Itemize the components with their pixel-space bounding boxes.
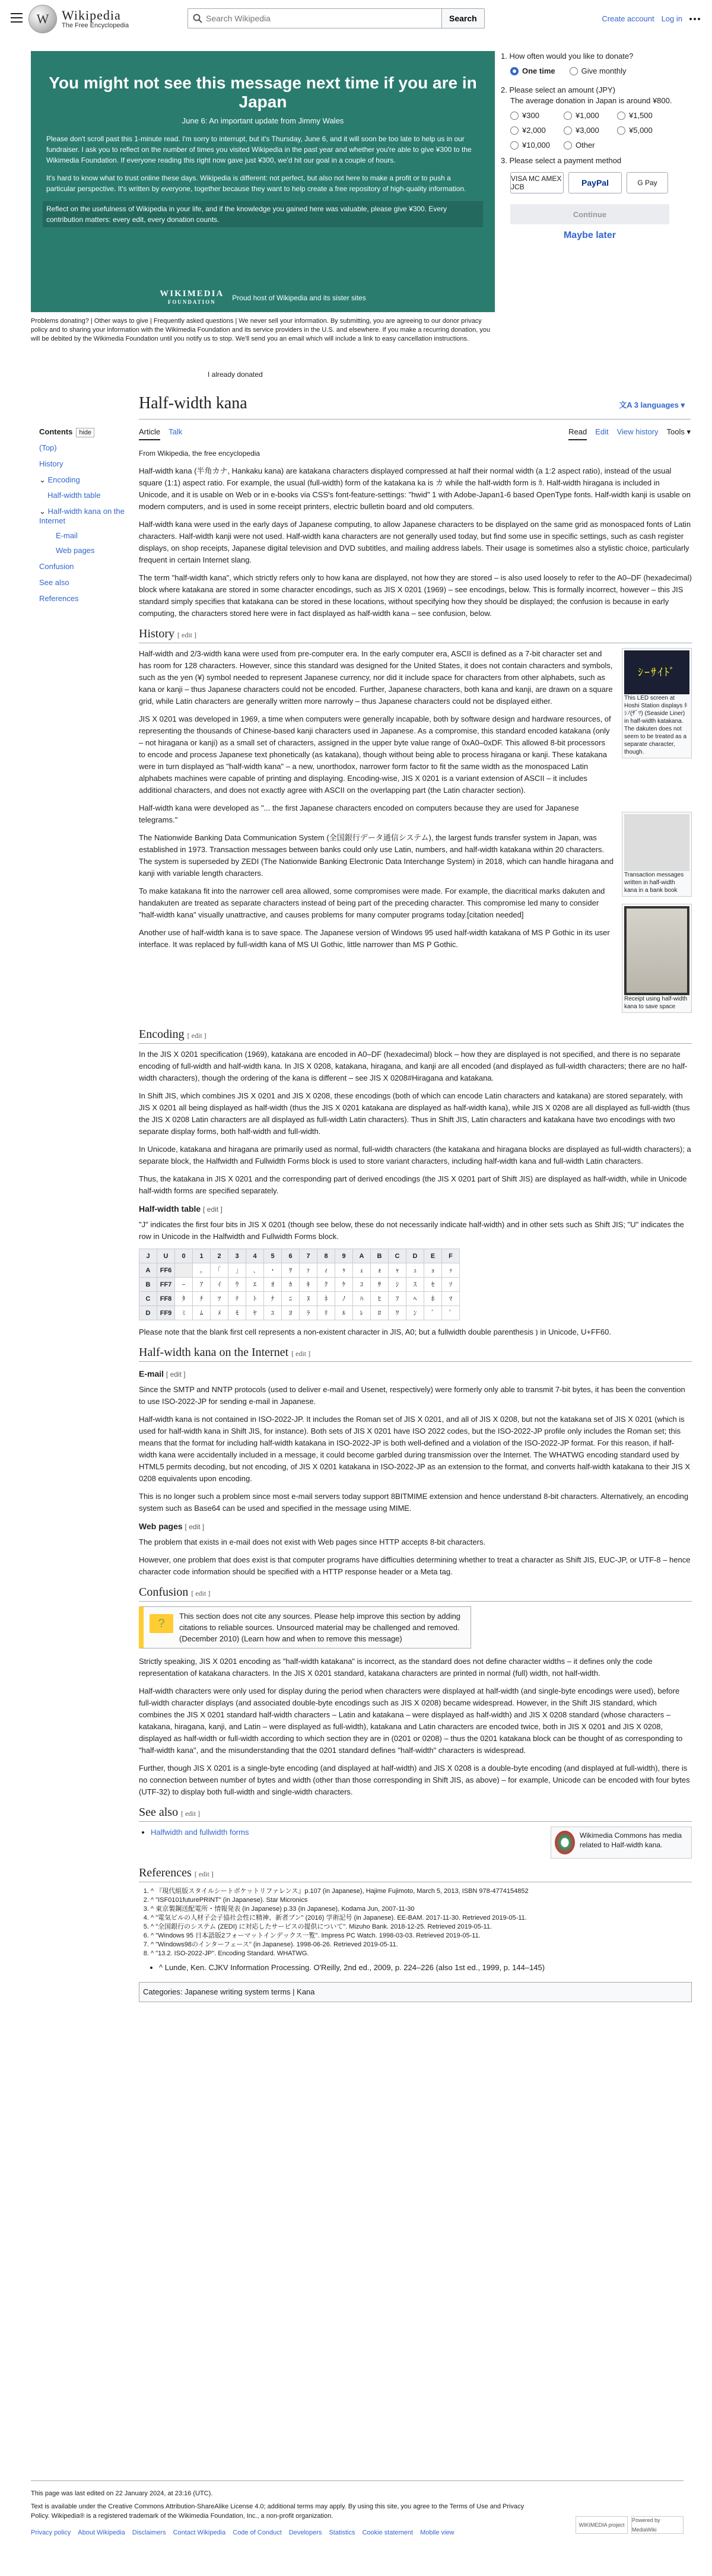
toc-item[interactable]: References — [39, 594, 79, 603]
tab-talk[interactable]: Talk — [169, 427, 183, 436]
fundraising-banner — [31, 51, 682, 312]
toc-item[interactable]: Confusion — [39, 562, 74, 571]
reference-item: 8. ^ "13.2. ISO-2022-JP". Encoding Standard. WHATWG. — [151, 1949, 692, 1958]
footer-link[interactable]: Privacy policy — [31, 2529, 71, 2536]
wordmark: Wikipedia — [62, 8, 121, 23]
paragraph: Thus, the katakana in JIS X 0201 and the corresponding part of derived encodings (the JIS X 0201 part of Shift JIS) are displayed as half-width, while in Unicode half-width forms are specified separately. — [139, 1174, 687, 1195]
unsourced-warning-box: ? This section does not cite any sources. Please help improve this section by adding citations to reliable sources. Unsourced material may be challenged and removed. (December 2010) (Learn how and when to remove this message) — [139, 1606, 471, 1648]
edit-section-link[interactable]: [ edit ] — [203, 1205, 223, 1214]
page-tabs — [139, 423, 691, 441]
see-also-link[interactable]: Halfwidth and fullwidth forms — [151, 1828, 249, 1837]
heading-references: References [ edit ] — [139, 1867, 692, 1882]
toc-item[interactable]: ⌄ Encoding — [39, 475, 80, 484]
toc-subitem[interactable]: Web pages — [56, 546, 95, 555]
card-payment-button[interactable]: VISA MC AMEX JCB — [510, 172, 564, 193]
appeal-footer — [31, 290, 495, 306]
edit-section-link[interactable]: [ edit ] — [194, 1870, 214, 1878]
paragraph: However, one problem that does exist is that computer programs have difficulties determining whether to treat a character as Shift JIS, EUC-JP, or UTF-8 – hence character code information should be specified with a HTTP response header or a Meta tag. — [139, 1555, 691, 1576]
reference-item: 2. ^ "ISF0101futurePRINT" (in Japanese). Star Micronics — [151, 1896, 692, 1905]
radio-selected-icon — [510, 67, 519, 75]
paragraph: Strictly speaking, JIS X 0201 encoding as "half-width katakana" is incorrect, as the standard does not define character widths – it defines only the code representation of katakana characters. In the JIS X 0201 standard, katakana characters are printed in normal (full) width, not half-width. — [139, 1657, 653, 1678]
tab-read[interactable]: Read — [568, 427, 587, 440]
toc-subitem[interactable]: Half-width table — [47, 491, 101, 500]
site-header — [0, 0, 712, 38]
toc-item[interactable]: (Top) — [39, 443, 57, 452]
heading-see-also: See also [ edit ] — [139, 1806, 692, 1822]
heading-half-width-table: Half-width table [ edit ] — [139, 1204, 223, 1214]
donation-fine-print: Problems donating? | Other ways to give | Frequently asked questions | We never sell your information. By submitting, you are agreeing to our donor privacy policy and to sharing your information with the Wikimedia Foundation and its service providers in the U.S. and elsewhere. If you make a recurring donation, you will be debited by the Wikimedia Foundation until you notify us to stop. We'll send you an email which will include a link to easy cancellation instructions. — [31, 317, 491, 342]
paragraph: Half-width kana (半角カナ, Hankaku kana) are katakana characters displayed compressed at half their normal width (a 1:2 aspect ratio), instead of the usual square (1:1) aspect ratio. For example, the usual (full-width) form of the katakana ka is カ while the half-width form is ｶ. Half-width hiragana is included in Unicode, and it is usable on Web or in e-books via CSS's font-feature-settings: "hwid" 1 with Adobe-Japan1-6 based OpenType fonts. Half-width kanji is usable on modern computers, and is used in some receipt printers, electric bulletin board and old computers. — [139, 466, 691, 511]
tab-view-history[interactable]: View history — [616, 427, 659, 436]
license-text: Text is available under the Creative Commons Attribution-ShareAlike License 4.0; additional terms may apply. By using this site, you agree to the Terms of Use and Privacy Policy. Wikipedia® is a registered trademark of the Wikimedia Foundation, Inc., a non-profit organization. — [31, 2503, 525, 2520]
chevron-down-icon: ▾ — [678, 401, 685, 409]
paragraph: Half-width and 2/3-width kana were used from pre-computer era. In the early computer era, ASCII is defined as a 7-bit character set and has room for 128 characters. However, since this standard was designed for the United States, it does not contain characters and symbols, such as the yen (¥) symbol needed to represent Japanese currency, nor did it include space for characters from other alphabets, such as kana or kanji – thus Japanese characters could not be encoded. Further, Japanese characters, both kana and kanji, are drawn on a square grid, while Latin characters are generally written more narrowly – thus Japanese characters could not be displayed either. — [139, 649, 613, 706]
toc-item[interactable]: History — [39, 459, 63, 468]
continue-button[interactable]: Continue — [510, 204, 669, 224]
paragraph: In the JIS X 0201 specification (1969), katakana are encoded in A0–DF (hexadecimal) block – how they are displayed is not specified, and there is no separate encoding of full-width and half-width kana. In JIS X 0208, katakana, hiragana, and kanji are all encoded (and displayed as full-width characters; there are no half-width characters), though the ordering of the kana is different – see JIS X 0208#Hiragana and katakana. — [139, 1050, 688, 1082]
appeal-subtitle: June 6: An important update from Jimmy Wales — [182, 116, 344, 125]
toc-subitem[interactable]: E-mail — [56, 531, 78, 540]
toc-hide-button[interactable]: hide — [76, 428, 94, 437]
receipt-image — [624, 906, 689, 995]
commons-box[interactable]: Wikimedia Commons has media related to Half-width kana. — [551, 1827, 692, 1859]
radio-icon — [570, 67, 578, 75]
site-footer — [31, 2489, 684, 2537]
reference-item: 4. ^ "電気ビルの人材子会子協社会性に精神、新者ブン" (2016) 学術記号 (in Japanese). EE-BAM. 2017-11-30. Retrieved 2019-05-11. — [151, 1914, 692, 1923]
search-button[interactable]: Search — [441, 8, 485, 28]
from-wikipedia: From Wikipedia, the free encyclopedia — [139, 449, 260, 458]
figure-caption: Receipt using half-width kana to save space — [624, 996, 688, 1010]
edit-section-link[interactable]: [ edit ] — [291, 1349, 311, 1358]
heading-encoding: Encoding [ edit ] — [139, 1028, 692, 1044]
paragraph: The problem that exists in e-mail does not exist with Web pages since HTTP accepts 8-bit characters. — [139, 1538, 486, 1546]
footer-link[interactable]: Code of Conduct — [233, 2529, 282, 2536]
edit-section-link[interactable]: [ edit ] — [181, 1809, 201, 1818]
heading-web-pages: Web pages [ edit ] — [139, 1522, 205, 1531]
paragraph: In Shift JIS, which combines JIS X 0201 and JIS X 0208, these encodings (both of which can encode Latin characters and katakana) are stored separately, with JIS X 0201 all being displayed as half-width (thus the JIS X 0201 katakana are displayed as half-width kana), while JIS X 0208 are all displayed as full-width (thus the JIS X 0208 Latin characters are all displayed as full-width Latin characters). Thus in Shift JIS, Latin characters and katakana have two encodings with two separate display forms, both half-width and full-width. — [139, 1091, 690, 1136]
page-title: Half-width kana — [139, 394, 247, 412]
heading-confusion: Confusion [ edit ] — [139, 1586, 692, 1602]
reference-list — [151, 1887, 692, 1958]
amount-options — [510, 111, 682, 150]
paragraph: Half-width kana were developed as "... the first Japanese characters encoded on computers because they are used for Japanese telegrams." — [139, 803, 579, 824]
led-screen-image: ｼｰｻｲﾄﾞ — [624, 650, 689, 694]
table-row: A FF6 ｡ ｢ ｣ ､ ･ ｦ ｧ ｨ ｩ ｪ ｫ ｬ ｭ ｮ ｯ — [139, 1263, 460, 1278]
last-edited: This page was last edited on 22 January 2024, at 23:16 (UTC). — [31, 2490, 213, 2497]
tools-menu[interactable]: Tools ▾ — [666, 427, 691, 436]
bankbook-figure[interactable] — [622, 812, 692, 897]
category-box[interactable]: Categories: Japanese writing system terms | Kana — [139, 1982, 692, 2002]
reference-item: • ^ Lunde, Ken. CJKV Information Processing. O'Reilly, 2nd ed., 2009, p. 224–226 (also 1st ed., 1999, p. 144–145) — [159, 1962, 692, 1974]
chevron-down-icon: ⌄ — [39, 507, 48, 516]
footer-link[interactable]: Statistics — [329, 2529, 355, 2536]
tagline: The Free Encyclopedia — [62, 22, 129, 29]
paragraph: Half-width kana were used in the early days of Japanese computing, to allow Japanese characters to be displayed on the same grid as monospaced fonts of Latin characters. Half-width kanji were not used. Half-width kana characters are not generally used today, but find some use in specific settings, such as cash register displays, on shop receipts, Japanese digital television and DVD subtitles, and mailing address labels. Their usage is sometimes also a stylistic choice, particularly frequent in certain Internet slang. — [139, 520, 691, 564]
maybe-later-link[interactable]: Maybe later — [563, 230, 616, 240]
search-box[interactable] — [187, 8, 449, 28]
book-icon: ? — [150, 1614, 173, 1633]
language-selector[interactable]: 文A 3 languages ▾ — [619, 401, 685, 409]
half-width-table — [139, 1249, 460, 1320]
commons-logo-icon — [555, 1831, 575, 1854]
paragraph: The term "half-width kana", which strictly refers only to how kana are displayed, not how they are stored – is also used loosely to refer to the A0–DF (hexadecimal) block where katakana are stored in some character encodings, such as JIS X 0201 (1969) – see encodings, below. This is formally incorrect, however – this JIS standard simply specifies that katakana can be stored in these locations, without specifying how they should be displayed; the confusion is because in early computing, the characters stored here were in fact displayed as half-width kana – see confusion, below. — [139, 573, 692, 618]
globe-icon: W — [28, 5, 57, 33]
amount-radio[interactable]: ¥10,000 — [510, 141, 564, 150]
table-row: C FF8 ﾀ ﾁ ﾂ ﾃ ﾄ ﾅ ﾆ ﾇ ﾈ ﾉ ﾊ ﾋ ﾌ ﾍ ﾎ ﾏ — [139, 1292, 460, 1306]
appeal-paragraph: It's hard to know what to trust online these days. Wikipedia is different: not perfect, but also not here to make a profit or to push a particular perspective. It's written by everyone, together because they want to help create a free repository of high-quality information. — [46, 174, 466, 193]
tab-article[interactable]: Article — [139, 427, 160, 440]
edit-section-link[interactable]: [ edit ] — [187, 1031, 206, 1040]
reference-item: 5. ^ "全国銀行のシステム (ZEDI) に対応したサービスの提供について". Mizuho Bank. 2018-12-25. Retrieved 2019-05-11. — [151, 1923, 692, 1932]
appeal-title: You might not see this message next time if you are in Japan — [49, 74, 477, 111]
paragraph: To make katakana fit into the narrower cell area allowed, some compromises were made. For example, the diacritical marks dakuten and handakuten are treated as separate characters instead of being part of the preceding character. This compromise led many to consider "half-width kana" visually unattractive, and causes problems for many computer programs today.[citation needed] — [139, 887, 605, 919]
table-header-row: J U 0 1 2 3 4 5 6 7 8 9 A B C D E F — [139, 1249, 460, 1263]
more-options-icon[interactable] — [689, 18, 700, 20]
search-input[interactable] — [206, 14, 443, 23]
appeal-footer-text: Proud host of Wikipedia and its sister sites — [232, 294, 366, 302]
bibliography — [159, 1962, 692, 1974]
appeal-paragraph: Please don't scroll past this 1-minute read. I'm sorry to interrupt, but it's Thursday, June 6, and it will soon be too late to help us in our fundraiser. I ask you to reflect on the number of times you visited Wikipedia in the past year and whether you're able to give ¥300 to the Wikimedia Foundation. If everyone reading this right now gave just ¥300, we'd hit our goal in a couple of hours. — [46, 135, 472, 164]
already-donated-link[interactable]: I already donated — [208, 370, 263, 379]
edit-section-link[interactable]: [ edit ] — [191, 1589, 211, 1597]
donation-form — [501, 51, 682, 312]
footer-link[interactable]: Developers — [288, 2529, 322, 2536]
footer-link[interactable]: Mobile view — [420, 2529, 454, 2536]
footer-link[interactable]: Disclaimers — [132, 2529, 166, 2536]
appeal-panel — [31, 51, 495, 312]
paragraph: Please note that the blank first cell represents a non-existent character in JIS, A0; but a fullwidth double parenthesis ⦆ in Unicode, U+FF60. — [139, 1327, 611, 1336]
amount-radio[interactable]: ¥1,500 — [617, 111, 670, 120]
amount-radio[interactable]: ¥3,000 — [564, 126, 617, 135]
other-amount-radio[interactable]: Other — [564, 141, 617, 150]
heading-internet: Half-width kana on the Internet [ edit ] — [139, 1346, 692, 1362]
wikimedia-logo: WIKIMEDIA FOUNDATION — [160, 289, 224, 305]
footer-link[interactable]: About Wikipedia — [78, 2529, 125, 2536]
toc-item[interactable]: See also — [39, 578, 69, 587]
heading-history: History [ edit ] — [139, 628, 692, 643]
paragraph: The Nationwide Banking Data Communication System (全国銀行データ通信システム), the largest funds transfer system in Japan, was established in 1973. Transaction messages between banks could only use Latin, numbers, and half-width katakana within 20 characters. The system is superseded by ZEDI (The Nationwide Banking Electronic Data Interchange System) in 2018, which can handle hiragana and kanji with variable length characters. — [139, 833, 614, 878]
paragraph: This is no longer such a problem since most e-mail servers today support 8BITMIME extension and hence understand 8-bit characters. Alternatively, an encoding system such as Base64 can be used and specified in the message using MIME. — [139, 1492, 689, 1513]
reference-item: 6. ^ "Windows 95 日本語版2フォーマットインデックス一覧". Impress PC Watch. 1998-03-03. Retrieved 2019-05-11. — [151, 1932, 692, 1940]
frequency-question: 1. How often would you like to donate? — [501, 52, 634, 61]
paypal-button[interactable]: PayPal — [568, 172, 622, 193]
led-screen-figure[interactable] — [622, 648, 692, 758]
reference-item: 3. ^ 東京製鋼送配電所・情報発表 (in Japanese) p.33 (in Japanese), Kodama Jun, 2007-11-30 — [151, 1905, 692, 1914]
search-icon — [193, 14, 202, 23]
reference-item: 7. ^ "Windows98のインターフェース" (in Japanese). 1998-06-26. Retrieved 2019-05-11. — [151, 1940, 692, 1949]
one-time-radio[interactable]: One time — [510, 66, 555, 75]
tab-edit[interactable]: Edit — [595, 427, 609, 436]
table-row: B FF7 ｰ ｱ ｲ ｳ ｴ ｵ ｶ ｷ ｸ ｹ ｺ ｻ ｼ ｽ ｾ ｿ — [139, 1278, 460, 1292]
bankbook-image — [624, 814, 689, 871]
paragraph: JIS X 0201 was developed in 1969, a time when computers were generally incapable, both by software design and hardware resources, of representing the thousands of Chinese-based kanji characters used in Japanese. As a compromise, this standard encoded katakana (only – not hiragana or kanji) as a small set of characters, assigned in the upper byte value range of 0xA0–0xDF. This allowed 8-bit processors to encode and process Japanese text phonetically (as katakana), though without being able to process hiragana or kanji. These katakana were in turn displayed as "half-width kana" – a new, unorthodox, narrower form factor to fit the same width as the monospaced Latin alphabets machines were capable of printing and displaying. Encoding-wise, JIS X 0201 is a variant extension of ASCII – it includes additional characters, and does not exactly agree with ASCII on the overlapping part (the Latin character section). — [139, 714, 611, 795]
toc-title: Contents hide — [39, 427, 134, 436]
wikipedia-logo[interactable] — [28, 5, 129, 33]
amount-question: 2. Please select an amount (JPY) — [501, 85, 615, 94]
paragraph: Further, though JIS X 0201 is a single-byte encoding (and displayed at half-width) and JIS X 0208 is a double-byte encoding (and displayed at full-width), there is no connection between number of bytes and width (other than those corresponding in Shift JIS, as above) – for example, Unicode can be encoded with four bytes (UTF-32) to display both full-width and single-width characters. — [139, 1764, 690, 1796]
paragraph: Since the SMTP and NNTP protocols (used to deliver e-mail and Usenet, respectively) were formerly only able to transmit 7-bit bytes, it has been the convention to use ISO-2022-JP for sending e-mail in Japanese. — [139, 1385, 685, 1406]
edit-section-link[interactable]: [ edit ] — [185, 1523, 205, 1531]
main-menu-icon[interactable] — [11, 13, 23, 23]
wikimedia-badge[interactable]: WIKIMEDIA project — [576, 2516, 628, 2534]
paragraph: Half-width characters were only used for display during the period when characters were displayed at half-width (and single-byte encodings were used), before full-width character displays (and associated double-byte encodings such as JIS X 0208) became widespread. However, in the Shift JIS standard, which combines the JIS X 0201 standard half-width characters – Latin and katakana – were displayed as half-width) and JIS X 0208 standard (whose characters – katakana, hiragana, kanji, and Latin – were displayed as full-width), katakana and Latin characters are encoded twice, both in JIS X 0201 and JIS X 0208, displayed as half-width or full-width according to which section they are in (0201 or 0208) – thus the 0201 katakana block can be thought of as corresponding to "half-width kana", and the misunderstanding that the 0201 standard defines "half-width" characters is widespread. — [139, 1686, 683, 1755]
table-of-contents — [39, 427, 134, 603]
footer-divider — [31, 2480, 684, 2481]
paragraph: In Unicode, katakana and hiragana are primarily used as normal, full-width characters (the katakana and hiragana blocks are displayed as full-width characters); a separate block, the Halfwidth and Fullwidth Forms block is used to store variant characters, including half-width kana and full-width Latin characters. — [139, 1145, 691, 1165]
create-account-link[interactable]: Create account — [602, 14, 654, 23]
amount-radio[interactable]: ¥300 — [510, 111, 564, 120]
figure-caption: Transaction messages written in half-width kana in a bank book — [624, 872, 684, 894]
paragraph: Another use of half-width kana is to save space. The Japanese version of Windows 95 used half-width katakana of MS P Gothic in its user interface. It was replaced by full-width kana of MS UI Gothic, little narrower than MS P Gothic. — [139, 928, 610, 949]
monthly-radio[interactable]: Give monthly — [570, 66, 627, 75]
toc-item[interactable]: ⌄ Half-width kana on the Internet — [39, 507, 125, 525]
google-pay-button[interactable]: G Pay — [627, 172, 668, 193]
average-note: The average donation in Japan is around ¥800. — [510, 96, 672, 105]
reference-item: 1. ^ 『現代組版スタイルシートボケットリファレンス』p.107 (in Japanese), Hajime Fujimoto, March 5, 2013, ISBN 978-4774154852 — [151, 1887, 692, 1896]
footer-link[interactable]: Contact Wikipedia — [173, 2529, 226, 2536]
login-link[interactable]: Log in — [661, 14, 682, 23]
mediawiki-badge[interactable]: Powered by MediaWiki — [631, 2516, 684, 2534]
article-body — [139, 447, 692, 2010]
paragraph: "J" indicates the first four bits in JIS X 0201 (though see below, these do not necessarily indicate half-width) and in other sets such as Shift JIS; "U" indicates the row in Unicode in the Halfwidth and Fullwidth Forms block. — [139, 1220, 684, 1241]
amount-radio[interactable]: ¥5,000 — [617, 126, 670, 135]
chevron-down-icon: ⌄ — [39, 475, 48, 484]
heading-email: E-mail [ edit ] — [139, 1369, 186, 1378]
payment-question: 3. Please select a payment method — [501, 156, 622, 165]
amount-radio[interactable]: ¥2,000 — [510, 126, 564, 135]
paragraph: Half-width kana is not contained in ISO-2022-JP. It includes the Roman set of JIS X 0201, and all of JIS X 0208, but not the katakana set of JIS X 0201 (which is used for half-width kana in Shift JIS, for instance). Both sets of JIS X 0201 have ISO 2022 codes, but the ISO-2022-JP profile only includes the Roman set; this means that the format for including half-width katakana in ISO-2022-JP is both well-defined and a violation of the ISO-2022-JP format. For this reason, if half-width kana were accidentally included in a message, it could become garbled during transmission over the Internet. The WHATWG encoding standard used by HTML5 permits decoding, but not encoding, of JIS X 0201 katakana in ISO-2022-JP as an extension to the format, and converts half-width katakana to their JIS X 0208 equivalents upon encoding. — [139, 1415, 691, 1483]
table-row: D FF9 ﾐ ﾑ ﾒ ﾓ ﾔ ﾕ ﾖ ﾗ ﾘ ﾙ ﾚ ﾛ ﾜ ﾝ ﾞ ﾟ — [139, 1306, 460, 1320]
edit-section-link[interactable]: [ edit ] — [166, 1370, 186, 1378]
amount-radio[interactable]: ¥1,000 — [564, 111, 617, 120]
edit-section-link[interactable]: [ edit ] — [177, 631, 196, 639]
title-divider — [139, 419, 691, 420]
appeal-highlight: Reflect on the usefulness of Wikipedia in your life, and if the knowledge you gained here was valuable, please give ¥300. Every contribution matters: every edit, every donation counts. — [43, 201, 483, 227]
language-icon: 文A — [619, 401, 634, 409]
receipt-figure[interactable] — [622, 904, 692, 1013]
footer-link[interactable]: Cookie statement — [362, 2529, 414, 2536]
figure-caption: This LED screen at Hoshi Station displays ﾎｼﾉ(ｻﾞﾂ) (Seaside Liner) in half-width katakana. The dakuten does not seem to be treated as a separate character, though. — [624, 695, 688, 755]
